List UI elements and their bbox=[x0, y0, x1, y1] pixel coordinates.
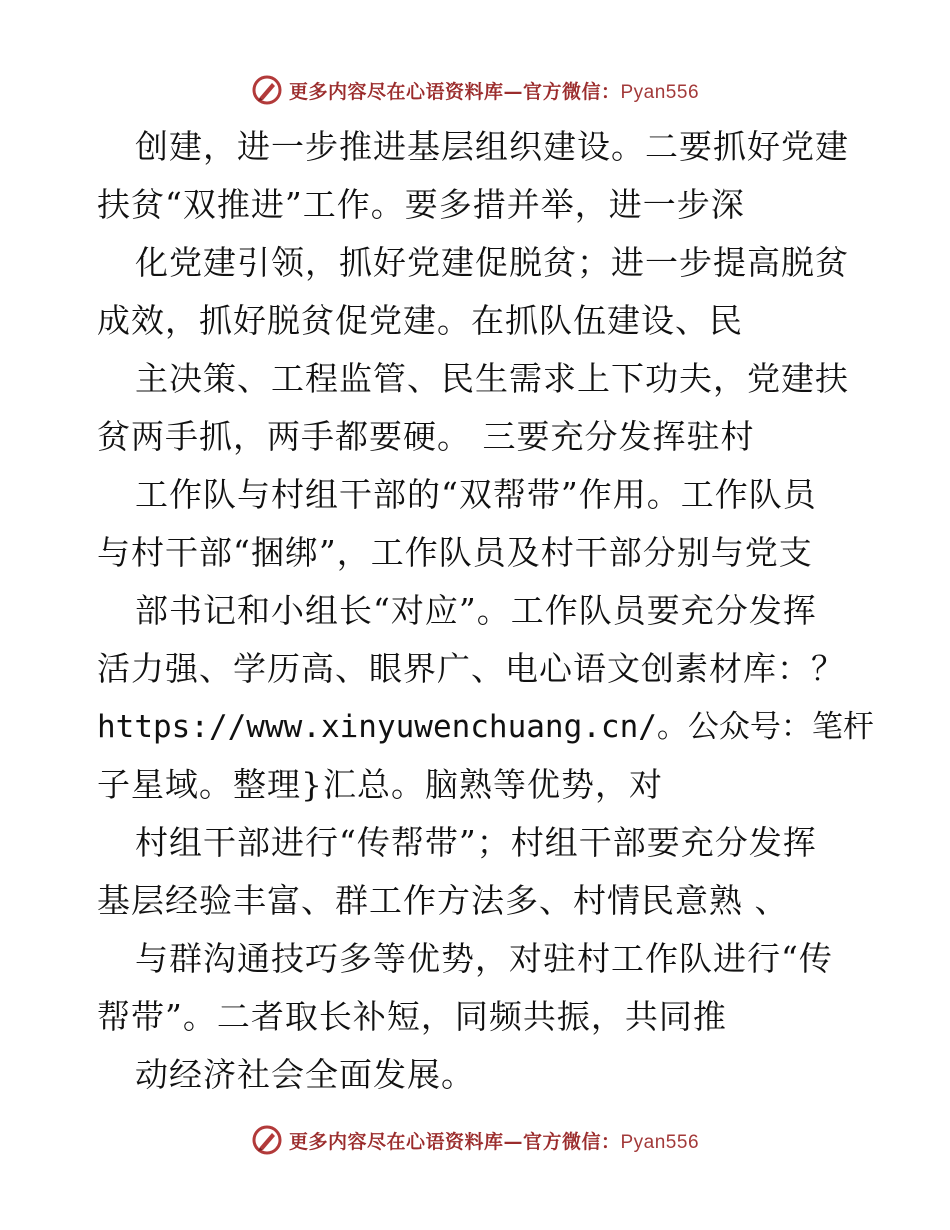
text-line: 工作队与村组干部的“双帮带”作用。工作队员 bbox=[135, 475, 817, 514]
text-line: 基层经验丰富、群工作方法多、村情民意熟 、 bbox=[97, 881, 789, 920]
text-line: 活力强、学历高、眼界广、电心语文创素材库：？ bbox=[97, 649, 845, 688]
text-line: 创建，进一步推进基层组织建设。二要抓好党建 bbox=[135, 127, 849, 166]
header-wechat-id: Pyan556 bbox=[620, 81, 700, 103]
text-line: 村组干部进行“传帮带”；村组干部要充分发挥 bbox=[135, 823, 817, 862]
text-line: 主决策、工程监管、民生需求上下功夫，党建扶 bbox=[135, 359, 849, 398]
text-line: 成效，抓好脱贫促党建。在抓队伍建设、民 bbox=[97, 301, 743, 340]
pen-seal-logo-icon bbox=[251, 1124, 283, 1156]
text-line: 扶贫“双推进”工作。要多措并举，进一步深 bbox=[97, 185, 745, 224]
footer-banner bbox=[0, 1120, 950, 1160]
text-line: 子星域。整理}汇总。脑熟等优势，对 bbox=[97, 765, 663, 804]
text-line: 与村干部“捆绑”，工作队员及村干部分别与党支 bbox=[97, 533, 813, 572]
text-line: 与群沟通技巧多等优势，对驻村工作队进行“传 bbox=[135, 939, 833, 978]
text-line: 贫两手抓，两手都要硬。 三要充分发挥驻村 bbox=[97, 417, 755, 456]
text-line: 动经济社会全面发展。 bbox=[135, 1055, 475, 1094]
text-line-url: https://www.xinyuwenchuang.cn/。公众号：笔杆 bbox=[97, 709, 874, 745]
header-source-text: 更多内容尽在心语资料库—官方微信： bbox=[288, 80, 621, 103]
footer-wechat-id: Pyan556 bbox=[620, 1131, 700, 1153]
document-body bbox=[97, 118, 874, 1104]
header-text bbox=[289, 77, 699, 104]
footer-source-text: 更多内容尽在心语资料库—官方微信： bbox=[288, 1130, 621, 1153]
pen-seal-logo-icon bbox=[251, 74, 283, 106]
text-line: 化党建引领，抓好党建促脱贫；进一步提高脱贫 bbox=[135, 243, 849, 282]
footer-text bbox=[289, 1127, 699, 1154]
header-banner bbox=[0, 70, 950, 110]
text-line: 部书记和小组长“对应”。工作队员要充分发挥 bbox=[135, 591, 817, 630]
text-line: 帮带”。二者取长补短，同频共振，共同推 bbox=[97, 997, 727, 1036]
